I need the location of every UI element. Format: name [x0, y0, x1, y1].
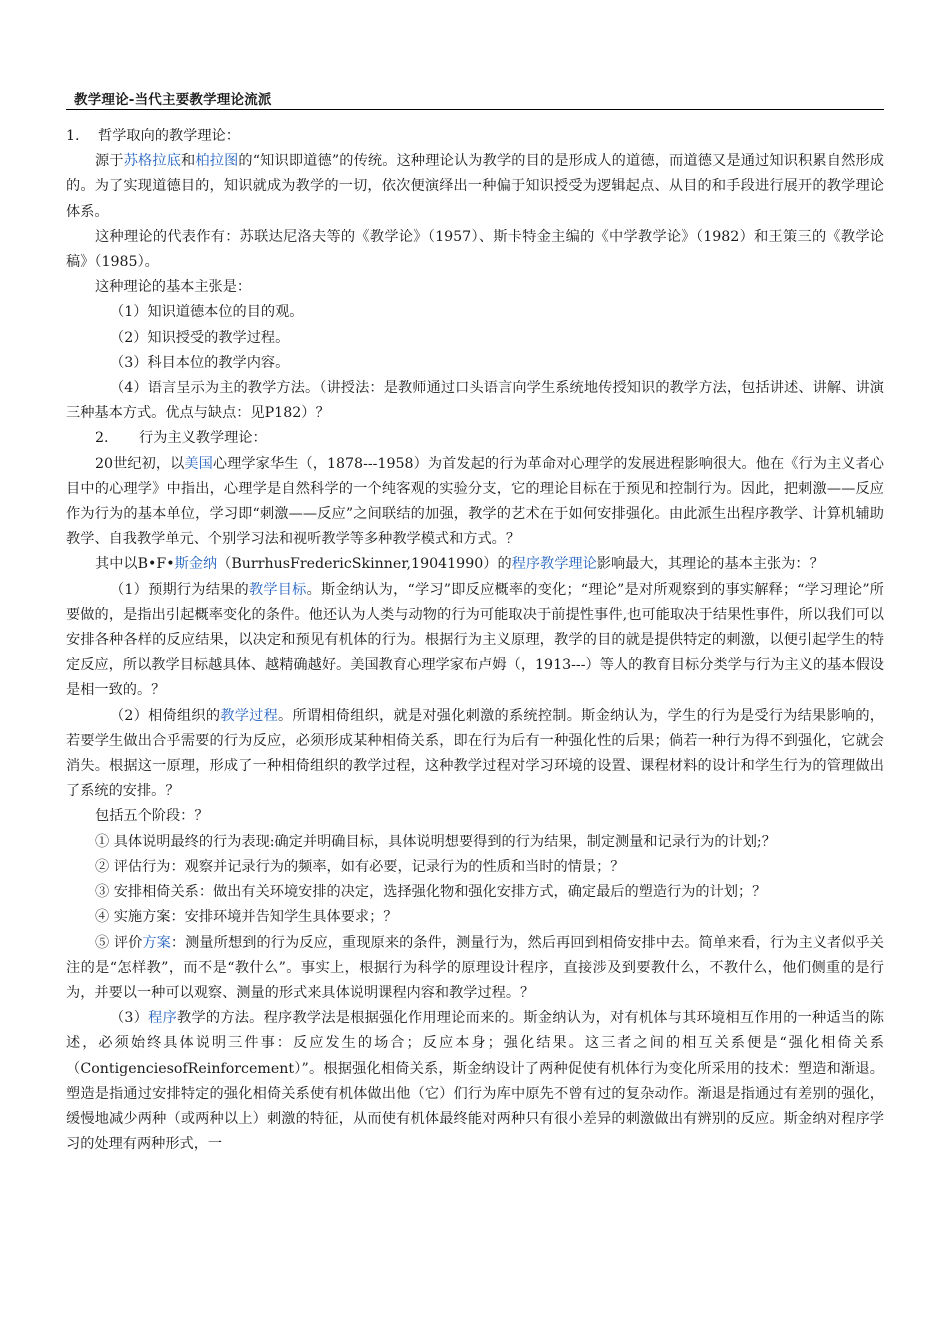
- hyperlink[interactable]: 苏格拉底: [123, 153, 182, 170]
- page-header: [66, 88, 884, 110]
- text-run: 教学的方法。程序教学法是根据强化作用理论而来的。斯金纳认为，对有机体与其环境相互作用的一种适当的陈述，必须始终具体说明三件事：反应发生的场合；反应本身；强化结果。这三者之间的相互关系便是“强化相倚关系（ContigenciesofReinforcement）”。根据强化相倚关系，斯金纳设计了两种促使有机体行为变化所采用的技术：塑造和渐退。塑造是指通过安排特定的强化相倚关系使有机体做出他（它）们行为库中原先不曾有过的复杂动作。渐退是指通过有差别的强化，缓慢地减少两种（或两种以上）刺激的特征，从而使有机体最终能对两种只有很小差异的刺激做出有辨别的反应。斯金纳对程序学习的处理有两种形式，一: [66, 1010, 884, 1153]
- text-run: 和: [181, 153, 196, 170]
- list-item: [66, 931, 884, 1007]
- paragraph: [66, 578, 884, 704]
- hyperlink[interactable]: 柏拉图: [195, 153, 239, 170]
- section-title: 哲学取向的教学理论：: [98, 128, 240, 144]
- paragraph: 这种理论的基本主张是：: [95, 279, 252, 296]
- text-run: 心理学家华生（，1878---1958）为首发起的行为革命对心理学的发展进程影响很大。他在《行为主义者心目中的心理学》中指出，心理学是自然科学的一个纯客观的实验分支，它的理论目标在于预见和控制行为。因此，把刺激——反应作为行为的基本单位，学习即“刺激——反应”之间联结的加强，教学的艺术在于如何安排强化。由此派生出程序教学、计算机辅助教学、自我教学单元、个别学习法和视听教学等多种教学模式和方式。？: [66, 455, 884, 548]
- paragraph: [66, 1006, 884, 1157]
- text-run: （1）预期行为结果的: [110, 581, 249, 598]
- text-run: 影响最大，其理论的基本主张为：？: [596, 556, 824, 573]
- paragraph: [66, 552, 884, 577]
- hyperlink[interactable]: 程序教学理论: [511, 556, 597, 573]
- list-item: ④ 实施方案：安排环境并告知学生具体要求；？: [95, 909, 398, 926]
- text-run: 的“知识即道德”的传统。这种理论认为教学的目的是形成人的道德，而道德又是通过知识积累自然形成的。为了实现道德目的，知识就成为教学的一切，依次便演绎出一种偏于知识授受为逻辑起点、从目的和手段进行展开的教学理论体系。: [66, 153, 884, 220]
- paragraph: [66, 704, 884, 805]
- text-run: 20世纪初，以: [95, 455, 185, 472]
- section-heading-1: [66, 124, 884, 149]
- section-number: 1.: [66, 128, 80, 144]
- paragraph: 包括五个阶段：？: [95, 808, 209, 825]
- list-item: （3）科目本位的教学内容。: [110, 354, 290, 371]
- text-run: （BurrhusFredericSkinner,19041990）的: [217, 556, 512, 573]
- text-run: ⑤ 评价: [95, 934, 143, 951]
- list-item: （2）知识授受的教学过程。: [110, 329, 290, 346]
- paragraph: 这种理论的代表作有：苏联达尼洛夫等的《教学论》（1957）、斯卡特金主编的《中学教学论》（1982）和王策三的《教学论稿》（1985）。: [66, 228, 884, 271]
- list-item: （1）知识道德本位的目的观。: [110, 304, 304, 321]
- list-item: ① 具体说明最终的行为表现:确定并明确目标，具体说明想要得到的行为结果，制定测量和记录行为的计划;？: [95, 833, 776, 850]
- section-title: 行为主义教学理论：: [139, 430, 267, 447]
- text-run: （3）: [110, 1010, 149, 1027]
- text-run: 源于: [95, 153, 124, 170]
- header-title: 教学理论-当代主要教学理论流派: [74, 92, 272, 108]
- text-run: 。所谓相倚组织，就是对强化刺激的系统控制。斯金纳认为，学生的行为是受行为结果影响的，若要学生做出合乎需要的行为反应，必须形成某种相倚关系，即在行为后有一种强化性的后果；倘若一种行为得不到强化，它就会消失。根据这一原理，形成了一种相倚组织的教学过程，这种教学过程对学习环境的设置、课程材料的设计和学生行为的管理做出了系统的安排。？: [66, 707, 884, 800]
- hyperlink[interactable]: 方案: [142, 934, 171, 951]
- hyperlink[interactable]: 美国: [184, 455, 213, 472]
- section-heading-2: [66, 426, 884, 451]
- text-run: 。斯金纳认为，“学习”即反应概率的变化；“理论”是对所观察到的事实解释；“学习理论”所要做的，是指出引起概率变化的条件。他还认为人类与动物的行为可能取决于前提性事件,也可能取决于结果性事件，所以我们可以安排各种各样的反应结果，以决定和预见有机体的行为。根据行为主义原理，教学的目的就是提供特定的刺激，以便引起学生的特定反应，所以教学目标越具体、越精确越好。美国教育心理学家布卢姆（，1913---）等人的教育目标分类学与行为主义的基本假设是相一致的。？: [66, 581, 884, 699]
- text-run: （2）相倚组织的: [110, 707, 221, 724]
- hyperlink[interactable]: 教学过程: [220, 707, 279, 724]
- text-run: 其中以B•F•: [95, 556, 175, 573]
- paragraph: [66, 452, 884, 553]
- list-item: （4）语言呈示为主的教学方法。（讲授法：是教师通过口头语言向学生系统地传授知识的教学方法，包括讲述、讲解、讲演三种基本方式。优点与缺点：见P182）？: [66, 380, 884, 422]
- section-number: 2.: [95, 430, 109, 447]
- list-item: ③ 安排相倚关系：做出有关环境安排的决定，选择强化物和强化安排方式，确定最后的塑造行为的计划；？: [95, 884, 767, 901]
- hyperlink[interactable]: 程序: [148, 1010, 178, 1027]
- hyperlink[interactable]: 教学目标: [248, 581, 307, 598]
- paragraph: [66, 149, 884, 225]
- hyperlink[interactable]: 斯金纳: [174, 556, 218, 573]
- list-item: ② 评估行为：观察并记录行为的频率，如有必要，记录行为的性质和当时的情景；？: [95, 858, 625, 875]
- text-run: ：测量所想到的行为反应，重现原来的条件，测量行为，然后再回到相倚安排中去。简单来看，行为主义者似乎关注的是“怎样教”，而不是“教什么”。事实上，根据行为科学的原理设计程序，直接涉及到要教什么，不教什么，他们侧重的是行为，并要以一种可以观察、测量的形式来具体说明课程内容和教学过程。？: [66, 934, 884, 1001]
- document-body: [66, 124, 884, 1157]
